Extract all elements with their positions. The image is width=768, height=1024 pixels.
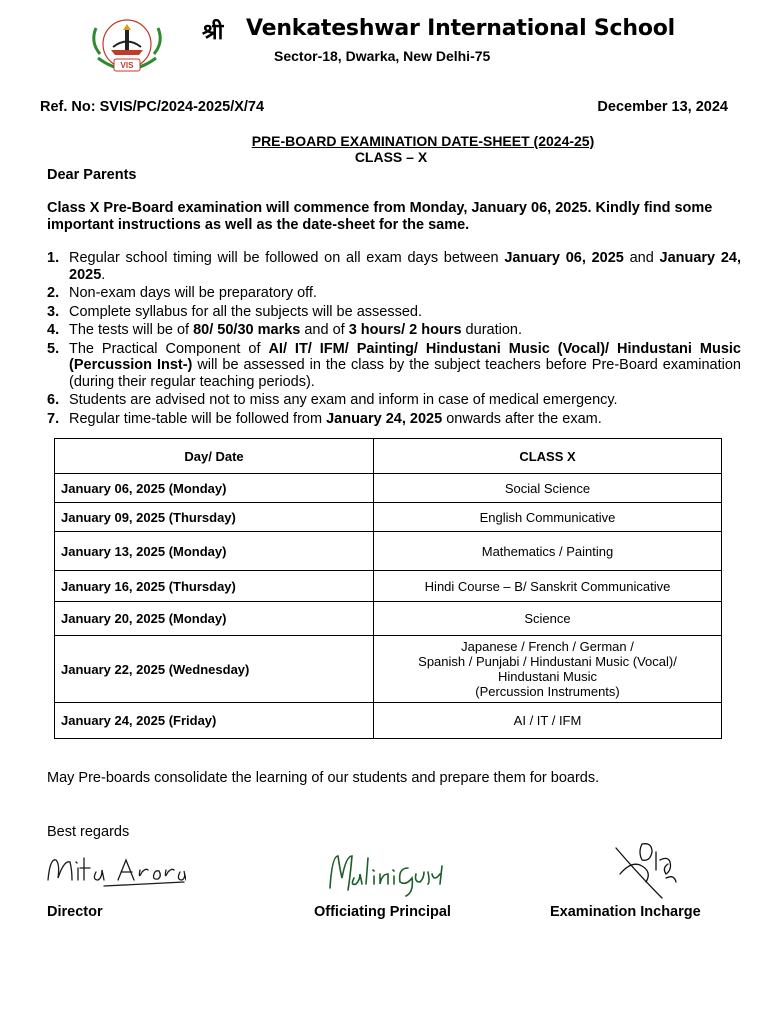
table-row bbox=[55, 703, 722, 739]
subject-line: Spanish / Punjabi / Hindustani Music (Vocal)/ bbox=[418, 654, 677, 669]
incharge-signature bbox=[612, 838, 682, 902]
subject-line: Mathematics / Painting bbox=[481, 543, 614, 559]
instruction-item bbox=[47, 322, 741, 339]
instruction-number: 4. bbox=[47, 322, 60, 338]
column-header-class: CLASS X bbox=[374, 439, 722, 474]
logo-monogram: VIS bbox=[120, 61, 134, 70]
instruction-emphasis: 3 hours/ 2 hours bbox=[348, 322, 462, 338]
instruction-item bbox=[47, 392, 741, 409]
instruction-text: Non-exam days will be preparatory off. bbox=[69, 285, 317, 301]
subject-line: AI / IT / IFM bbox=[513, 713, 582, 728]
incharge-title: Examination Incharge bbox=[550, 904, 701, 920]
school-name: Venkateshwar International School bbox=[246, 16, 675, 41]
table-header-row bbox=[55, 439, 722, 474]
table-row bbox=[55, 636, 722, 703]
shri-symbol: श्री bbox=[202, 19, 224, 45]
table-row bbox=[55, 474, 722, 503]
letter-date: December 13, 2024 bbox=[597, 99, 728, 115]
exam-date-cell: January 13, 2025 (Monday) bbox=[55, 532, 374, 571]
principal-title: Officiating Principal bbox=[314, 904, 451, 920]
instruction-number: 3. bbox=[47, 303, 60, 320]
school-address: Sector-18, Dwarka, New Delhi-75 bbox=[274, 48, 491, 64]
school-logo bbox=[86, 14, 168, 82]
subject-line: Hindi Course – B/ Sanskrit Communicative bbox=[424, 578, 671, 594]
instruction-text: Students are advised not to miss any exam and inform in case of medical emergency. bbox=[69, 392, 618, 408]
instruction-item bbox=[47, 250, 741, 283]
exam-date-cell: January 16, 2025 (Thursday) bbox=[55, 571, 374, 602]
subject-cell bbox=[374, 571, 722, 602]
table-row bbox=[55, 571, 722, 602]
subject-line: (Percussion Instruments) bbox=[475, 684, 620, 699]
instruction-emphasis: January 24, 2025 bbox=[69, 250, 741, 283]
exam-date-cell: January 22, 2025 (Wednesday) bbox=[55, 636, 374, 703]
closing-line: May Pre-boards consolidate the learning of our students and prepare them for boards. bbox=[47, 770, 600, 786]
subject-cell bbox=[374, 532, 722, 571]
instruction-number: 1. bbox=[47, 250, 60, 266]
exam-date-cell: January 09, 2025 (Thursday) bbox=[55, 503, 374, 532]
exam-date-cell: January 20, 2025 (Monday) bbox=[55, 602, 374, 636]
instruction-number: 5. bbox=[47, 340, 60, 357]
table-row bbox=[55, 602, 722, 636]
instruction-text: Regular school timing will be followed on all exam days between bbox=[69, 250, 505, 266]
instruction-text: Complete syllabus for all the subjects will be assessed. bbox=[69, 303, 422, 320]
subject-line: Social Science bbox=[504, 480, 591, 496]
instruction-emphasis: January 24, 2025 bbox=[326, 410, 443, 427]
instruction-text: The Practical Component of bbox=[69, 340, 269, 357]
table-row bbox=[55, 503, 722, 532]
exam-date-cell: January 06, 2025 (Monday) bbox=[55, 474, 374, 503]
subject-line: Hindustani Music bbox=[498, 669, 597, 684]
instruction-text: . bbox=[101, 266, 106, 283]
subject-cell bbox=[374, 703, 722, 739]
instruction-emphasis: 80/ 50/30 marks bbox=[193, 322, 301, 338]
subject-cell bbox=[374, 503, 722, 532]
instruction-item bbox=[47, 411, 741, 428]
instruction-emphasis: AI/ IT/ IFM/ Painting/ Hindustani Music (Vocal)/ Hindustani Music (Percussion Inst-) bbox=[69, 340, 741, 373]
instruction-emphasis: January 06, 2025 bbox=[504, 250, 624, 266]
instructions-list bbox=[47, 250, 741, 427]
subject-line: Science bbox=[524, 611, 571, 626]
instruction-text: duration. bbox=[461, 322, 522, 338]
instruction-item bbox=[47, 341, 741, 391]
instruction-item bbox=[47, 285, 741, 302]
subject-line: Japanese / French / German / bbox=[461, 639, 634, 654]
instruction-text: and of bbox=[300, 322, 349, 338]
exam-date-cell: January 24, 2025 (Friday) bbox=[55, 703, 374, 739]
column-header-day: Day/ Date bbox=[55, 439, 374, 474]
intro-paragraph: Class X Pre-Board examination will commence from Monday, January 06, 2025. Kindly find some important instructions as well as the date-sheet for the same. bbox=[47, 200, 713, 233]
reference-number: Ref. No: SVIS/PC/2024-2025/X/74 bbox=[40, 99, 265, 115]
class-title: CLASS – X bbox=[354, 149, 428, 165]
instruction-text: Regular time-table will be followed from bbox=[69, 410, 327, 427]
director-title: Director bbox=[47, 904, 103, 920]
subject-line: English Communicative bbox=[479, 509, 616, 525]
instruction-text: will be assessed in the class by the subject teachers before Pre-Board examination (during their regular teaching periods). bbox=[69, 357, 741, 390]
table-row bbox=[55, 532, 722, 571]
principal-signature bbox=[324, 848, 444, 900]
instruction-text: The tests will be of bbox=[69, 322, 194, 338]
instruction-item bbox=[47, 304, 741, 321]
subject-cell bbox=[374, 602, 722, 636]
instruction-text: and bbox=[623, 250, 660, 266]
instruction-number: 2. bbox=[47, 285, 60, 301]
document-title: PRE-BOARD EXAMINATION DATE-SHEET (2024-25) bbox=[251, 133, 595, 149]
subject-cell bbox=[374, 474, 722, 503]
regards: Best regards bbox=[47, 824, 130, 840]
instruction-text: onwards after the exam. bbox=[442, 410, 602, 427]
salutation: Dear Parents bbox=[47, 167, 137, 183]
instruction-number: 7. bbox=[47, 410, 60, 427]
director-signature bbox=[44, 850, 186, 890]
instruction-number: 6. bbox=[47, 392, 60, 408]
subject-cell bbox=[374, 636, 722, 703]
date-sheet-table bbox=[54, 438, 722, 739]
